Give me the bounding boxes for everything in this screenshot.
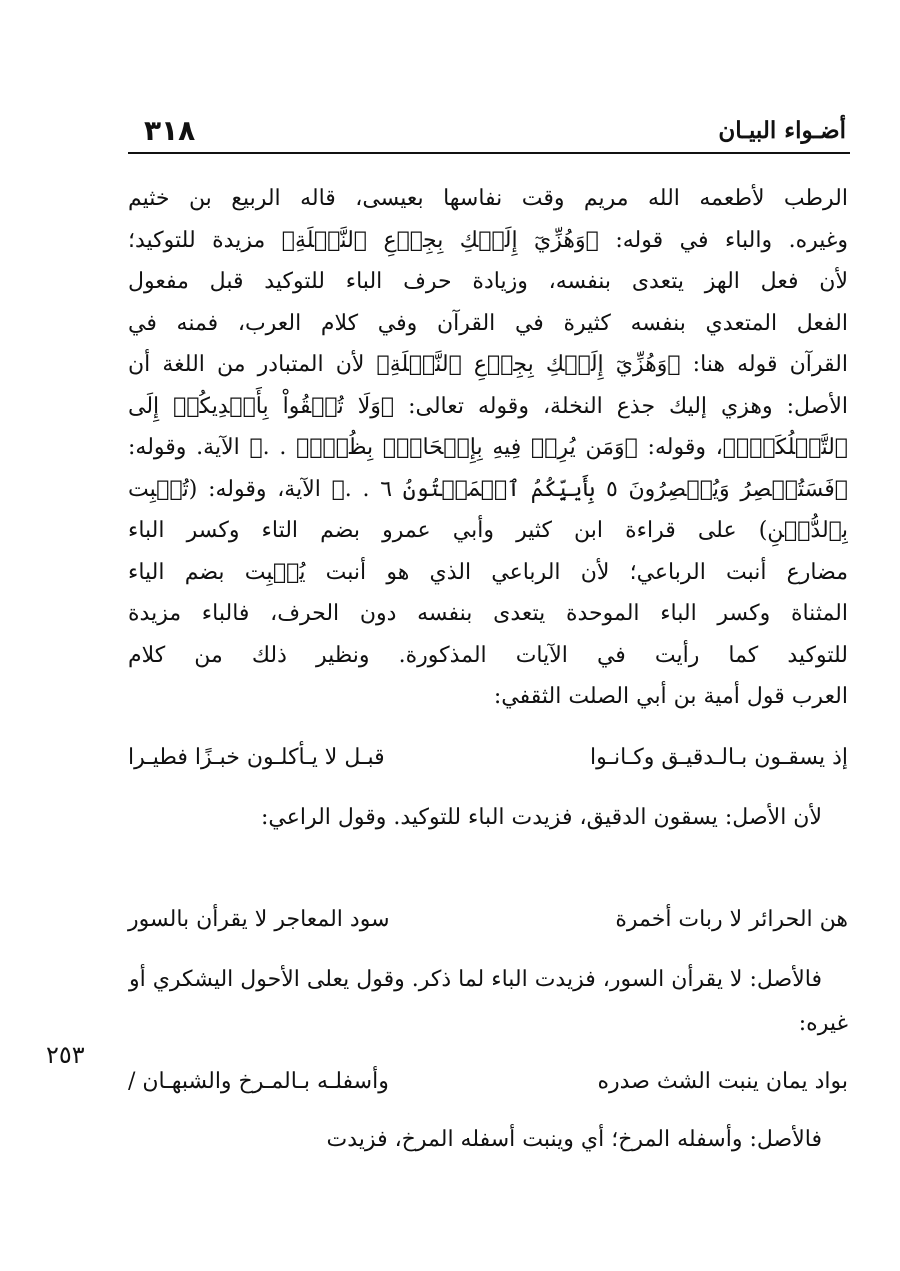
- page-number: ٣١٨: [144, 114, 196, 147]
- paragraph-line: ٱلتَّهۡلُكَةِۛ﴾، وقوله: ﴿وَمَن يُرِدۡ فِيهِ بِإِلۡحَادِۭ بِظُلۡمٖ . .﴾ الآية. وقوله:: [128, 435, 848, 460]
- paragraph-line: العرب قول أمية بن أبي الصلت الثقفي:: [493, 684, 848, 709]
- paragraph-1: [128, 178, 848, 718]
- paragraph-line: القرآن قوله هنا: ﴿وَهُزِّيٓ إِلَيۡكِ بِجِذۡعِ ٱلنَّخۡلَةِ﴾ لأن المتبادر من اللغة أن: [128, 352, 848, 377]
- book-title: أضـواء البيـان: [718, 117, 846, 144]
- verse-first-hemistich: هن الحرائر لا ربات أخمرة: [615, 907, 848, 932]
- verse-second-hemistich: وأسفلـه بـالمـرخ والشبهـان /: [128, 1069, 389, 1094]
- paragraph-line: لأن فعل الهز يتعدى بنفسه، وزيادة حرف الباء للتوكيد قبل مفعول: [128, 269, 848, 294]
- verse-1: [128, 738, 848, 778]
- page-header: [128, 110, 850, 154]
- paragraph-4: فالأصل: وأسفله المرخ؛ أي وينبت أسفله المرخ، فزيدت: [326, 1127, 822, 1152]
- paragraph-2: لأن الأصل: يسقون الدقيق، فزيدت الباء للتوكيد. وقول الراعي:: [260, 805, 822, 830]
- paragraph-line: مضارع أنبت الرباعي؛ لأن الرباعي الذي هو أنبت يُنۢبِت بضم الياء: [128, 559, 848, 585]
- verse-second-hemistich: قبـل لا يـأكلـون خبـزًا فطيـرا: [128, 745, 385, 770]
- margin-page-number: ٢٥٣: [46, 1041, 85, 1069]
- paragraph-line: بِٱلدُّهۡنِ) على قراءة ابن كثير وأبي عمرو بضم التاء وكسر الباء: [128, 518, 848, 543]
- verse-2: [128, 900, 848, 940]
- paragraph-line: المثناة وكسر الباء الموحدة يتعدى بنفسه دون الحرف، فالباء مزيدة: [128, 601, 848, 626]
- verse-3: [128, 1062, 848, 1102]
- paragraph-line: وغيره. والباء في قوله: ﴿وَهُزِّيٓ إِلَيۡكِ بِجِذۡعِ ٱلنَّخۡلَةِ﴾ مزيدة للتوكيد؛: [128, 227, 848, 253]
- paragraph-line: للتوكيد كما رأيت في الآيات المذكورة. ونظير ذلك من كلام: [128, 642, 848, 668]
- verse-first-hemistich: بواد يمان ينبت الشث صدره: [597, 1069, 848, 1094]
- paragraph-line: ﴿فَسَتُبۡصِرُ وَيُبۡصِرُونَ ٥ بِأَييِّكُمُ ٱلۡمَفۡتُونُ ٦ . .﴾ الآية، وقوله: (تُنۢبِت: [128, 476, 848, 502]
- paragraph-line: الرطب لأطعمه الله مريم وقت نفاسها بعيسى، قاله الربيع بن خثيم: [128, 186, 848, 211]
- paragraph-line: الأصل: وهزي إليك جذع النخلة، وقوله تعالى: ﴿وَلَا تُلۡقُواْ بِأَيۡدِيكُمۡ إِلَى: [128, 393, 848, 419]
- paragraph-line: الفعل المتعدي بنفسه كثيرة في القرآن وفي كلام العرب، فمنه في: [128, 310, 848, 336]
- paragraph-3: فالأصل: لا يقرأن السور، فزيدت الباء لما ذكر. وقول يعلى الأحول اليشكري أو غيره:: [128, 967, 848, 1036]
- verse-first-hemistich: إذ يسقـون بـالـدقيـق وكـانـوا: [590, 745, 848, 770]
- verse-second-hemistich: سود المعاجر لا يقرأن بالسور: [128, 907, 390, 932]
